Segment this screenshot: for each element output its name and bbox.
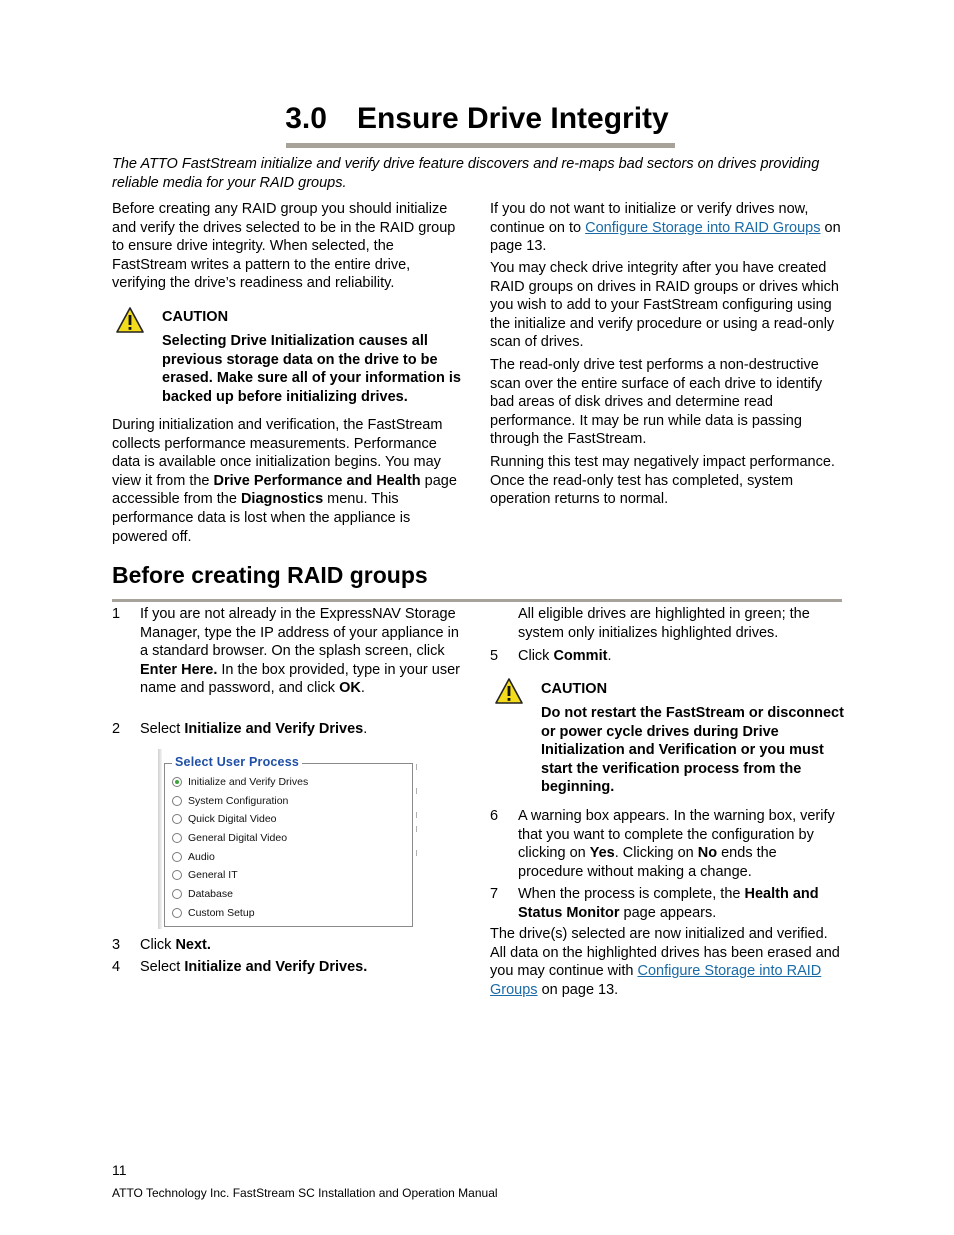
ui-reference: OK [339, 680, 361, 697]
radio-label: System Configuration [188, 795, 289, 807]
menu-reference: Drive Performance and Health [213, 472, 421, 489]
radio-icon [172, 852, 182, 862]
radio-icon [172, 814, 182, 824]
text-run: Click [140, 937, 176, 953]
radio-option[interactable] [172, 812, 277, 826]
section-title: Ensure Drive Integrity [356, 102, 669, 135]
step-3 [112, 936, 466, 955]
radio-option[interactable] [172, 794, 288, 808]
ui-reference: No [697, 845, 718, 862]
closing-paragraph [490, 925, 842, 999]
ui-reference: Initialize and Verify Drives. [184, 959, 368, 975]
divider [416, 850, 417, 856]
right-paragraph-1 [490, 200, 842, 256]
left-paragraph-2 [112, 416, 466, 546]
ui-reference: Initialize and Verify Drives [184, 721, 364, 737]
text-run: . [607, 648, 612, 664]
text-run: menu. This performance data is lost when the appliance is powered off. [112, 491, 411, 545]
step-number: 1 [112, 606, 121, 622]
warning-icon [494, 677, 524, 705]
page-number: 11 [112, 1162, 127, 1178]
radio-selected-icon [172, 777, 182, 787]
radio-label: General IT [188, 869, 238, 881]
caution-text: Do not restart the FastStream or disconnect or power cycle drives during Drive Initialization and Verification or you must start the verification process from the beginning. [541, 705, 844, 796]
subsection-underline [112, 599, 842, 602]
text-run: A warning box appears. In the warning box, verify that you want to complete the configuration by clicking on [518, 808, 835, 862]
text-run: If you do not want to initialize or verify drives now, continue on to [490, 201, 809, 236]
ui-reference: Health and Status Monitor [518, 886, 819, 921]
text-run: on page 13. [537, 981, 619, 998]
step-text [518, 807, 842, 881]
step-text [140, 958, 466, 977]
radio-icon [172, 870, 182, 880]
text-run: ends the procedure without making a change. [518, 845, 777, 880]
text-run: . [360, 680, 365, 697]
step-text [518, 647, 842, 666]
divider [416, 812, 417, 818]
step-1 [112, 605, 466, 698]
radio-option[interactable] [172, 868, 238, 882]
dialog-edge [158, 749, 162, 929]
step-6 [490, 807, 842, 881]
text-run: During initialization and verification, the FastStream collects performance measurements. Performance data is available once initialization begins. You may view it from the [112, 417, 443, 489]
group-legend: Select User Process [172, 755, 302, 769]
ui-reference: Next. [175, 937, 211, 953]
step-number: 5 [490, 648, 499, 664]
configure-storage-link[interactable]: Configure Storage into RAID Groups [490, 963, 822, 998]
text-run: page accessible from the [112, 472, 457, 508]
step-text [518, 885, 842, 922]
radio-icon [172, 908, 182, 918]
radio-icon [172, 833, 182, 843]
step-4 [112, 958, 466, 977]
divider [416, 788, 417, 794]
text-run: In the box provided, type in your user name and password, and click [140, 661, 460, 697]
section-number: 3.0 [285, 102, 327, 135]
radio-label: Audio [188, 851, 215, 863]
radio-option[interactable] [172, 906, 255, 920]
ui-reference: Commit [553, 648, 608, 664]
radio-option[interactable] [172, 850, 215, 864]
step-text [140, 936, 466, 955]
step-number: 6 [490, 808, 499, 824]
step-5 [490, 647, 842, 666]
divider [416, 826, 417, 832]
text-run: The drive(s) selected are now initialized and verified. All data on the highlighted drives has been erased and you may continue with [490, 926, 840, 980]
subsection-title: Before creating RAID groups [112, 562, 428, 588]
text-run: Select [140, 959, 185, 975]
footer-text: ATTO Technology Inc. FastStream SC Installation and Operation Manual [112, 1186, 498, 1200]
step-2 [112, 720, 466, 739]
text-run: . Clicking on [614, 845, 698, 862]
menu-reference: Diagnostics [240, 491, 324, 508]
step-number: 3 [112, 937, 121, 953]
text-run: Click [518, 648, 554, 664]
intro-paragraph: The ATTO FastStream initialize and verify drive feature discovers and re-maps bad sectors on drives providing reliable media for your RAID groups. [112, 156, 820, 191]
radio-icon [172, 889, 182, 899]
page-title [0, 102, 954, 136]
caution-heading: CAUTION [162, 309, 229, 325]
caution-heading: CAUTION [541, 681, 608, 697]
configure-storage-link[interactable]: Configure Storage into RAID Groups [585, 219, 821, 236]
step-number: 7 [490, 886, 499, 902]
radio-label: Initialize and Verify Drives [188, 776, 309, 788]
radio-option[interactable] [172, 775, 308, 789]
radio-label: General Digital Video [188, 832, 288, 844]
text-run: page appears. [619, 904, 717, 921]
radio-label: Quick Digital Video [188, 813, 277, 825]
text-run: on page 13. [490, 219, 841, 255]
radio-option[interactable] [172, 887, 233, 901]
text-run: Select [140, 721, 185, 737]
text-run: . [363, 721, 368, 737]
right-paragraph-4: Running this test may negatively impact performance. Once the read-only test has completed, system operation returns to normal. [490, 454, 835, 508]
step-7 [490, 885, 842, 922]
right-paragraph-2: You may check drive integrity after you have created RAID groups on drives in RAID groups or drives which you wish to add to your FastStream configuring using the initialize and verify procedure or using a read-only scan of drives. [490, 260, 839, 351]
title-underline [286, 143, 675, 148]
text-run: When the process is complete, the [518, 886, 745, 902]
radio-option[interactable] [172, 831, 287, 845]
step-number: 2 [112, 721, 121, 737]
step-number: 4 [112, 959, 121, 975]
radio-icon [172, 796, 182, 806]
step-4-continuation: All eligible drives are highlighted in green; the system only initializes highlighted drives. [518, 606, 810, 641]
divider [416, 764, 417, 770]
radio-label: Custom Setup [188, 907, 255, 919]
ui-reference: Yes [589, 845, 615, 862]
text-run: If you are not already in the ExpressNAV Storage Manager, type the IP address of your appliance in a standard browser. On the splash screen, click [140, 606, 459, 660]
step-text [140, 605, 466, 698]
warning-icon [115, 306, 145, 334]
caution-text: Selecting Drive Initialization causes all previous storage data on the drive to be erased. Make sure all of your information is backed up before initializing drives. [162, 333, 461, 405]
right-paragraph-3: The read-only drive test performs a non-destructive scan over the entire surface of each drive to identify bad areas of disk drives and determine read performance. It may be run while data is passing through the FastStream. [490, 357, 823, 448]
ui-reference: Enter Here. [140, 661, 218, 678]
step-text [140, 720, 466, 739]
left-paragraph-1: Before creating any RAID group you should initialize and verify the drives selected to be in the RAID group to ensure drive integrity. When selected, the FastStream writes a pattern to the entire drive, verifying the drive’s readiness and reliability. [112, 201, 456, 292]
radio-label: Database [188, 888, 233, 900]
